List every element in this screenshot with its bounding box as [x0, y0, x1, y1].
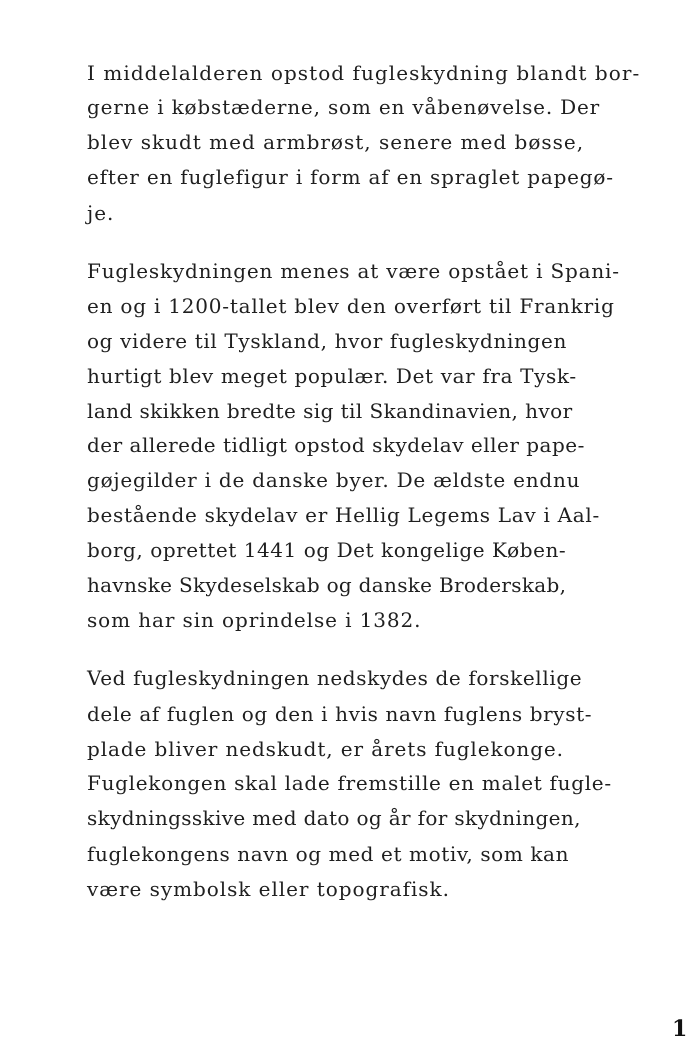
- text-line: der allerede tidligt opstod skydelav eller pape-: [87, 433, 585, 457]
- text-line: plade bliver nedskudt, er årets fuglekonge.: [87, 737, 564, 761]
- text-line: dele af fuglen og den i hvis navn fuglens bryst-: [87, 702, 593, 726]
- text-line: hurtigt blev meget populær. Det var fra Tysk-: [87, 364, 577, 388]
- text-line: blev skudt med armbrøst, senere med bøsse,: [87, 130, 585, 154]
- text-line: gerne i købstæderne, som en våbenøvelse. Der: [87, 95, 601, 119]
- text-line: Fugleskydningen menes at være opstået i Spani-: [87, 259, 620, 283]
- text-line: skydningsskive med dato og år for skydningen,: [87, 806, 581, 830]
- text-line: Fuglekongen skal lade fremstille en malet fugle-: [87, 771, 612, 795]
- page-number: 1: [672, 1016, 688, 1042]
- text-line: gøjegilder i de danske byer. De ældste endnu: [87, 468, 581, 492]
- text-line: som har sin oprindelse i 1382.: [87, 608, 422, 632]
- text-line: efter en fuglefigur i form af en spraglet papegø-: [87, 165, 614, 189]
- text-line: bestående skydelav er Hellig Legems Lav i Aal-: [87, 503, 600, 527]
- text-line: være symbolsk eller topografisk.: [87, 877, 450, 901]
- text-line: en og i 1200-tallet blev den overført til Frankrig: [87, 294, 615, 318]
- text-line: fuglekongens navn og med et motiv, som kan: [87, 842, 570, 866]
- text-line: Ved fugleskydningen nedskydes de forskellige: [87, 666, 583, 690]
- text-line: havnske Skydeselskab og danske Broderskab,: [87, 573, 567, 597]
- text-line: I middelalderen opstod fugleskydning blandt bor-: [87, 61, 641, 85]
- text-line: land skikken bredte sig til Skandinavien, hvor: [87, 399, 573, 423]
- text-line: og videre til Tyskland, hvor fugleskydningen: [87, 329, 567, 353]
- text-line: borg, oprettet 1441 og Det kongelige Køben-: [87, 538, 567, 562]
- text-line: je.: [87, 201, 115, 225]
